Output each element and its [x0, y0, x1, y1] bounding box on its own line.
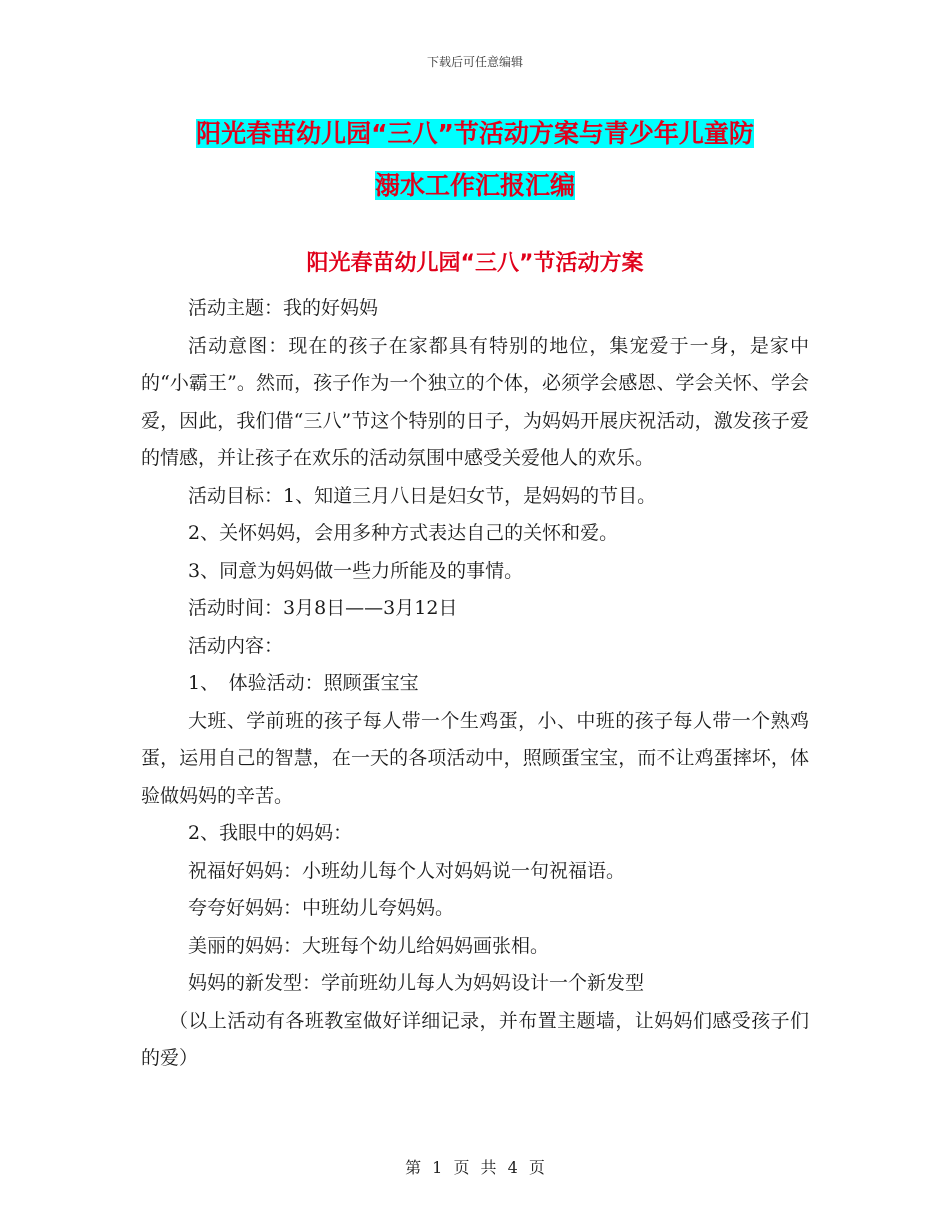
- paragraph-portrait: 美丽的妈妈：大班每个幼儿给妈妈画张相。: [188, 934, 550, 957]
- paragraph-activity-1-detail: 大班、学前班的孩子每人带一个生鸡蛋，小、中班的孩子每人带一个熟鸡蛋，运用自己的智慧，在一天的各项活动中，照顾蛋宝宝，而不让鸡蛋摔坏，体验做妈妈的辛苦。: [141, 709, 809, 807]
- paragraph-goal-1: 活动目标：1、知道三月八日是妇女节，是妈妈的节目。: [188, 484, 657, 507]
- paragraph-time: 活动时间：3月8日——3月12日: [188, 597, 458, 619]
- document-title: [140, 108, 810, 212]
- paragraph-goal-2: 2、关怀妈妈，会用多种方式表达自己的关怀和爱。: [188, 522, 619, 544]
- paragraph-theme: 活动主题：我的好妈妈: [188, 297, 379, 319]
- document-title-line-2: 溺水工作汇报汇编: [374, 171, 575, 200]
- paragraph-content-heading: 活动内容：: [188, 634, 284, 657]
- paragraph-intent: 活动意图：现在的孩子在家都具有特别的地位，集宠爱于一身，是家中的“小霸王”。然而，孩子作为一个独立的个体，必须学会感恩、学会关怀、学会爱，因此，我们借“三八”节这个特别的日子，为妈妈开展庆祝活动，激发孩子爱的情感，并让孩子在欢乐的活动氛围中感受关爱他人的欢乐。: [141, 334, 809, 469]
- paragraph-note: （以上活动有各班教室做好详细记录，并布置主题墙，让妈妈们感受孩子们的爱）: [141, 1009, 809, 1069]
- paragraph-goal-3: 3、同意为妈妈做一些力所能及的事情。: [188, 559, 524, 582]
- section-title: 阳光春苗幼儿园“三八”节活动方案: [306, 251, 644, 276]
- document-body: [141, 290, 809, 1078]
- paragraph-praise: 夸夸好妈妈：中班幼儿夸妈妈。: [188, 897, 455, 919]
- paragraph-hairstyle: 妈妈的新发型：学前班幼儿每人为妈妈设计一个新发型: [188, 972, 645, 994]
- paragraph-blessing: 祝福好妈妈：小班幼儿每个人对妈妈说一句祝福语。: [188, 859, 626, 882]
- page-number: 第 1 页 共 4 页: [405, 1158, 545, 1177]
- document-title-line-1: 阳光春苗幼儿园“三八”节活动方案与青少年儿童防: [196, 119, 754, 148]
- header-note: 下载后可任意编辑: [426, 55, 523, 69]
- paragraph-activity-2: 2、我眼中的妈妈：: [188, 822, 353, 844]
- paragraph-activity-1: 1、 体验活动：照顾蛋宝宝: [188, 672, 419, 694]
